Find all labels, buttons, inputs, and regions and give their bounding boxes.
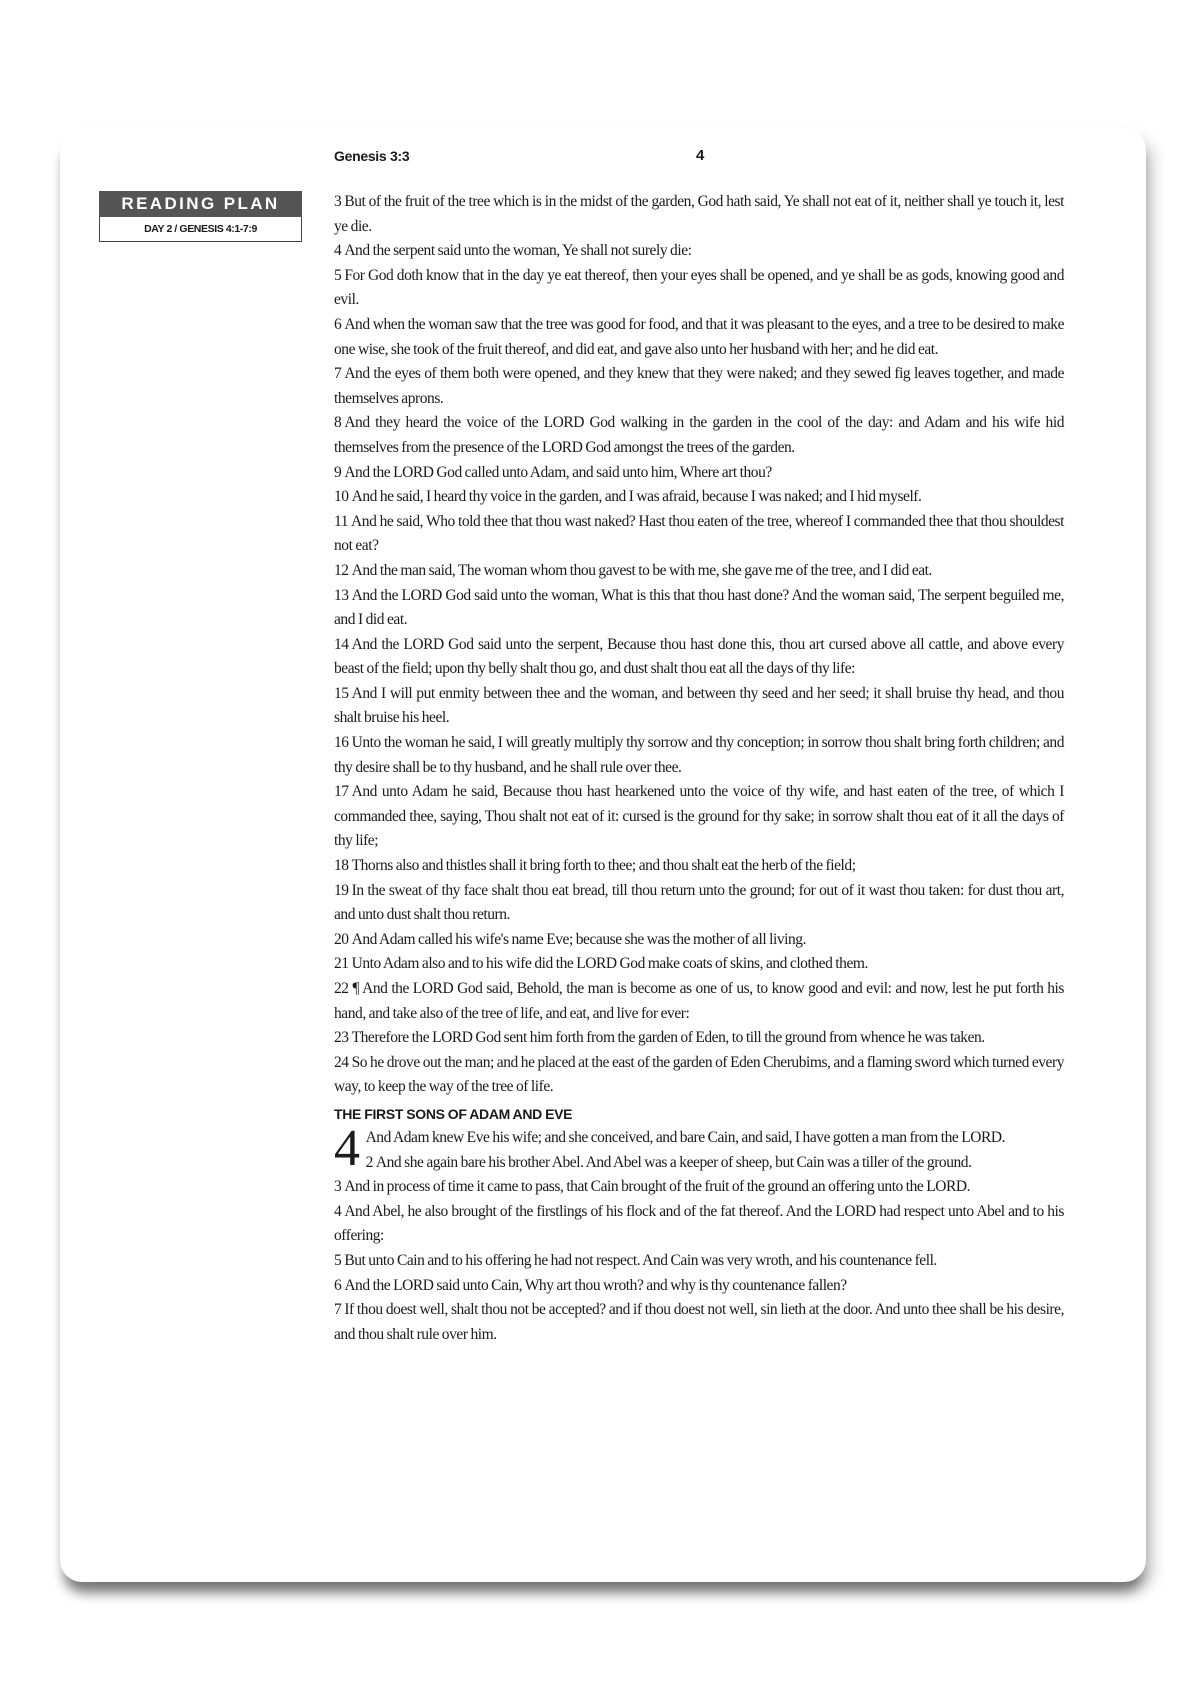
verse [334, 780, 1064, 854]
verse-text: And they heard the voice of the LORD God walking in the garden in the cool of the day: and Adam and his wife hid themselves from the presence of the LORD God amongst the trees of the garden. [334, 414, 1064, 456]
verse-text: And he said, I heard thy voice in the garden, and I was afraid, because I was naked; and I hid myself. [351, 488, 922, 506]
verse [334, 584, 1064, 633]
verse-number: 5 [334, 1251, 342, 1269]
verse-number: 7 [334, 365, 342, 383]
running-head-reference: Genesis 3:3 [334, 148, 410, 164]
verse [334, 879, 1064, 928]
verse-number: 11 [334, 512, 349, 530]
verse-text: And Abel, he also brought of the firstlings of his flock and of the fat thereof. And the LORD had respect unto Abel and to his offering: [334, 1202, 1064, 1245]
verse-number: 22 ¶ [334, 980, 360, 997]
chapter-number-dropcap: 4 [334, 1119, 360, 1177]
verse-text: If thou doest well, shalt thou not be accepted? and if thou doest not well, sin lieth at the door. And unto thee shall be his desire, and thou shalt rule over him. [334, 1301, 1064, 1343]
verse-number: 19 [334, 881, 349, 899]
verse-text: And the LORD God said unto the woman, What is this that thou hast done? And the woman said, The serpent beguiled me, and I did eat. [334, 586, 1064, 629]
verse-number: 14 [334, 635, 349, 653]
verse [334, 313, 1064, 362]
verse [334, 190, 1064, 239]
verse-text: In the sweat of thy face shalt thou eat bread, till thou return unto the ground; for out of it wast thou taken: for dust thou art, and unto dust shalt thou return. [334, 881, 1064, 924]
verse-text: And the LORD God called unto Adam, and said unto him, Where art thou? [344, 463, 772, 481]
verse-text: So he drove out the man; and he placed at the east of the garden of Eden Cherubims, and a flaming sword which turned every way, to keep the way of the tree of life. [334, 1053, 1064, 1096]
verse-text: Unto Adam also and to his wife did the LORD God make coats of skins, and clothed them. [351, 955, 868, 973]
verse-text: And the eyes of them both were opened, and they knew that they were naked; and they sewed fig leaves together, and made themselves aprons. [334, 365, 1064, 407]
verse [334, 1051, 1064, 1100]
verse-text: And in process of time it came to pass, that Cain brought of the fruit of the ground an offering unto the LORD. [344, 1178, 971, 1196]
verse [334, 682, 1064, 731]
verse-text: And she again bare his brother Abel. And Abel was a keeper of sheep, but Cain was a tiller of the ground. [375, 1153, 972, 1171]
verse [334, 1249, 1064, 1274]
verse-number: 8 [334, 414, 342, 432]
reading-plan-title: READING PLAN [99, 191, 302, 217]
verse-number: 10 [334, 488, 349, 506]
verse-number: 6 [334, 315, 342, 333]
verse-number: 5 [334, 266, 342, 284]
verse [334, 239, 1064, 264]
verse-number: 13 [334, 586, 349, 604]
verse-number: 12 [334, 561, 349, 579]
verse [334, 1151, 1064, 1176]
verse-text: And the serpent said unto the woman, Ye shall not surely die: [344, 242, 692, 260]
section-heading: THE FIRST SONS OF ADAM AND EVE [334, 1105, 573, 1122]
verse-number: 15 [334, 684, 349, 702]
verse [334, 1200, 1064, 1249]
verse-text: And Adam called his wife's name Eve; because she was the mother of all living. [351, 930, 807, 948]
verse-number: 7 [334, 1301, 342, 1319]
verse-text: And when the woman saw that the tree was good for food, and that it was pleasant to the eyes, and a tree to be desired to make one wise, she took of the fruit thereof, and did eat, and gave also unto her husband with her; and he did eat. [334, 315, 1064, 358]
verse-number: 9 [334, 463, 342, 481]
verse-number: 2 [365, 1153, 373, 1171]
verse-text: And Adam knew Eve his wife; and she conceived, and bare Cain, and said, I have gotten a man from the LORD. [365, 1128, 1006, 1146]
verse [334, 559, 1064, 584]
page-number: 4 [696, 147, 705, 164]
verse-number: 3 [334, 1178, 342, 1196]
verse-text: But of the fruit of the tree which is in the midst of the garden, God hath said, Ye shall not eat of it, neither shall ye touch it, lest ye die. [334, 193, 1064, 235]
verse-text: And he said, Who told thee that thou wast naked? Hast thou eaten of the tree, whereof I commanded thee that thou shouldest not eat? [334, 512, 1064, 555]
verse [334, 264, 1064, 313]
reading-plan-box [99, 191, 302, 242]
verse-text: Thorns also and thistles shall it bring forth to thee; and thou shalt eat the herb of the field; [351, 857, 856, 875]
verse-number: 16 [334, 734, 349, 752]
verse-text: And the LORD said unto Cain, Why art thou wroth? and why is thy countenance fallen? [344, 1276, 847, 1294]
verse [334, 977, 1064, 1026]
verse [334, 952, 1064, 977]
verse [334, 731, 1064, 780]
verse-number: 6 [334, 1276, 342, 1294]
scripture-text [334, 190, 1064, 1347]
verse [334, 485, 1064, 510]
verse-text: And the LORD God said unto the serpent, Because thou hast done this, thou art cursed above all cattle, and above every beast of the field; upon thy belly shalt thou go, and dust shalt thou eat all the days of thy life: [334, 635, 1064, 678]
verse [334, 1175, 1064, 1200]
verse [334, 362, 1064, 411]
verse-number: 4 [334, 1202, 342, 1220]
verse-text: And I will put enmity between thee and the woman, and between thy seed and her seed; it shall bruise thy head, and thou shalt bruise his heel. [334, 684, 1064, 727]
verse-number: 3 [334, 193, 342, 210]
verse-text: For God doth know that in the day ye eat thereof, then your eyes shall be opened, and ye shall be as gods, knowing good and evil. [334, 266, 1064, 309]
verse-number: 18 [334, 857, 349, 875]
verse [334, 461, 1064, 486]
reading-plan-day: DAY 2 / GENESIS 4:1-7:9 [99, 217, 302, 242]
verse-number: 24 [334, 1053, 349, 1071]
verse-number: 17 [334, 783, 349, 801]
verse-number: 20 [334, 930, 349, 948]
verse-text: And the man said, The woman whom thou gavest to be with me, she gave me of the tree, and I did eat. [351, 561, 932, 579]
verse [334, 510, 1064, 559]
verse [334, 854, 1064, 879]
verse [334, 1026, 1064, 1051]
verse-number: 4 [334, 242, 342, 260]
verse [334, 928, 1064, 953]
verse-text: And the LORD God said, Behold, the man is become as one of us, to know good and evil: and now, lest he put forth his hand, and take also of the tree of life, and eat, and live for ever: [334, 980, 1065, 1022]
verse-text: But unto Cain and to his offering he had not respect. And Cain was very wroth, and his countenance fell. [344, 1251, 937, 1269]
verse [334, 1274, 1064, 1299]
verse [334, 633, 1064, 682]
verse-number: 21 [334, 955, 349, 973]
verse-text: Unto the woman he said, I will greatly multiply thy sorrow and thy conception; in sorrow thou shalt bring forth children; and thy desire shall be to thy husband, and he shall rule over thee. [334, 734, 1064, 776]
verse-text: And unto Adam he said, Because thou hast hearkened unto the voice of thy wife, and hast eaten of the tree, of which I commanded thee, saying, Thou shalt not eat of it: cursed is the ground for thy sake; in sorrow shalt thou eat of it all the days of thy life; [334, 783, 1064, 850]
verse [334, 411, 1064, 460]
verse-text: Therefore the LORD God sent him forth from the garden of Eden, to till the ground from whence he was taken. [351, 1029, 985, 1047]
verse [334, 1298, 1064, 1347]
verse-number: 23 [334, 1029, 349, 1047]
